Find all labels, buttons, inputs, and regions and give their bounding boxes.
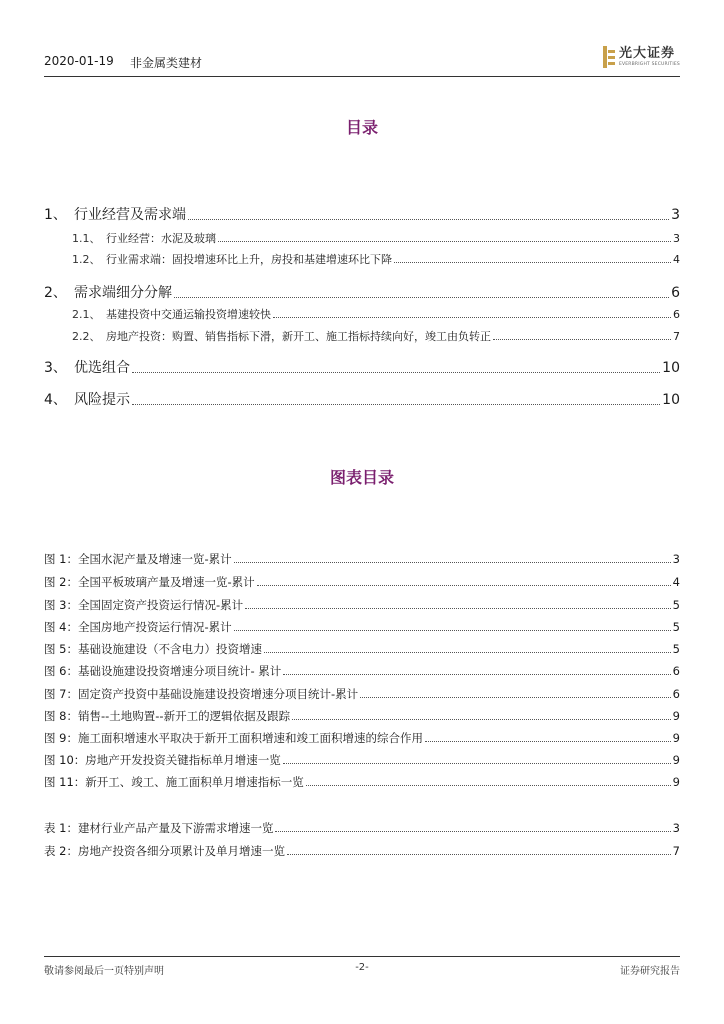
toc-entry-label: 需求端细分分解	[74, 285, 172, 301]
figure-entry-page: 6	[672, 664, 680, 678]
figure-entry-label: 图 6：基础设施建设投资增速分项目统计- 累计	[44, 664, 282, 678]
report-date: 2020-01-19	[44, 54, 114, 68]
figure-entry[interactable]	[44, 574, 680, 590]
logo-text-cn: 光大证券	[618, 46, 675, 61]
toc-entry-page: 10	[662, 392, 680, 408]
dot-leader	[273, 317, 671, 318]
toc-entry-number: 1、	[44, 207, 67, 223]
table-entry-page: 3	[672, 821, 680, 835]
toc-entry-page: 6	[673, 308, 680, 321]
table-entry-page: 7	[672, 844, 680, 858]
toc-entry[interactable]	[44, 328, 680, 344]
figure-entry-label: 图 11：新开工、竣工、施工面积单月增速指标一览	[44, 775, 304, 789]
dot-leader	[283, 674, 670, 675]
dot-leader	[292, 719, 671, 720]
figure-entry[interactable]	[44, 551, 680, 567]
dot-leader	[188, 219, 669, 220]
toc-entry-page: 3	[671, 207, 680, 223]
figure-entry[interactable]	[44, 597, 680, 613]
figure-entry-page: 9	[672, 775, 680, 789]
header-divider	[44, 76, 680, 77]
figure-entry-label: 图 7：固定资产投资中基础设施建设投资增速分项目统计-累计	[44, 687, 359, 701]
toc-entry-page: 10	[662, 360, 680, 376]
toc-entry-label: 优选组合	[74, 360, 130, 376]
toc-entry-label: 行业经营及需求端	[74, 207, 186, 223]
dot-leader	[275, 831, 670, 832]
toc-entry-number: 1.1、	[72, 232, 101, 245]
figure-entry-label: 图 9：施工面积增速水平取决于新开工面积增速和竣工面积增速的综合作用	[44, 731, 423, 745]
figure-entry-page: 4	[672, 575, 680, 589]
figure-entry-label: 图 4：全国房地产投资运行情况-累计	[44, 620, 232, 634]
toc-entry-page: 6	[671, 285, 680, 301]
figure-entry-page: 5	[672, 598, 680, 612]
figure-entry-page: 9	[672, 753, 680, 767]
dot-leader	[234, 630, 671, 631]
figure-entry[interactable]	[44, 752, 680, 768]
dot-leader	[283, 763, 671, 764]
dot-leader	[245, 608, 671, 609]
figure-entry-label: 图 3：全国固定资产投资运行情况-累计	[44, 598, 244, 612]
toc-entry[interactable]	[44, 306, 680, 322]
logo-icon	[603, 46, 615, 68]
toc-entry-label: 房地产投资：购置、销售指标下滑，新开工、施工指标持续向好，竣工由负转正	[106, 330, 491, 343]
toc-entry-page: 3	[673, 232, 680, 245]
toc-entry-label: 风险提示	[74, 392, 130, 408]
figure-entry[interactable]	[44, 663, 680, 679]
logo-text-en: EVERBRIGHT SECURITIES	[618, 62, 680, 67]
toc-entry[interactable]	[44, 251, 680, 267]
dot-leader	[234, 562, 671, 563]
figure-entry-label: 图 1：全国水泥产量及增速一览-累计	[44, 552, 232, 566]
toc-entry-number: 2.1、	[72, 308, 101, 321]
dot-leader	[174, 297, 669, 298]
dot-leader	[257, 585, 671, 586]
footer-divider	[44, 956, 680, 957]
toc-entry-number: 2、	[44, 285, 67, 301]
dot-leader	[218, 241, 671, 242]
toc-entry[interactable]	[44, 389, 680, 409]
figure-entry-page: 5	[672, 620, 680, 634]
toc-entry-number: 3、	[44, 360, 67, 376]
toc-title: 目录	[345, 118, 378, 137]
toc-entry-label: 基建投资中交通运输投资增速较快	[106, 308, 271, 321]
toc-entry[interactable]	[44, 230, 680, 246]
figure-entry-page: 3	[672, 552, 680, 566]
figure-entry-label: 图 5：基础设施建设（不含电力）投资增速	[44, 642, 262, 656]
figure-entry-page: 6	[672, 687, 680, 701]
toc-entry-page: 7	[673, 330, 680, 343]
toc-entry-number: 1.2、	[72, 253, 101, 266]
toc-entry[interactable]	[44, 357, 680, 377]
table-entry-label: 表 2：房地产投资各细分项累计及单月增速一览	[44, 844, 285, 858]
toc-entry-number: 2.2、	[72, 330, 101, 343]
toc-entry-label: 行业经营：水泥及玻璃	[106, 232, 216, 245]
figure-entry-page: 9	[672, 731, 680, 745]
figure-entry-page: 5	[672, 642, 680, 656]
toc-entry[interactable]	[44, 282, 680, 302]
dot-leader	[132, 404, 660, 405]
table-entry[interactable]	[44, 843, 680, 859]
dot-leader	[425, 741, 671, 742]
figure-entry[interactable]	[44, 774, 680, 790]
table-entry-label: 表 1：建材行业产品产量及下游需求增速一览	[44, 821, 274, 835]
company-logo	[603, 46, 680, 68]
figure-list-title: 图表目录	[329, 468, 394, 487]
dot-leader	[264, 652, 671, 653]
figure-entry-label: 图 10：房地产开发投资关键指标单月增速一览	[44, 753, 281, 767]
report-type: 证券研究报告	[620, 966, 680, 977]
figure-entry-label: 图 8：销售--土地购置--新开工的逻辑依据及跟踪	[44, 709, 291, 723]
table-entry[interactable]	[44, 820, 680, 836]
figure-entry[interactable]	[44, 730, 680, 746]
dot-leader	[132, 372, 660, 373]
toc-entry-number: 4、	[44, 392, 67, 408]
figure-entry-page: 9	[672, 709, 680, 723]
toc-entry[interactable]	[44, 204, 680, 224]
dot-leader	[287, 854, 671, 855]
dot-leader	[493, 339, 671, 340]
figure-entry[interactable]	[44, 619, 680, 635]
dot-leader	[394, 262, 671, 263]
dot-leader	[306, 785, 671, 786]
report-category: 非金属类建材	[130, 56, 203, 70]
toc-entry-label: 行业需求端：固投增速环比上升，房投和基建增速环比下降	[106, 253, 392, 266]
toc-entry-page: 4	[673, 253, 680, 266]
figure-entry[interactable]	[44, 641, 680, 657]
dot-leader	[360, 697, 671, 698]
figure-entry[interactable]	[44, 708, 680, 724]
figure-entry-label: 图 2：全国平板玻璃产量及增速一览-累计	[44, 575, 255, 589]
page-number: -2-	[355, 962, 369, 973]
disclaimer-note: 敬请参阅最后一页特别声明	[44, 966, 164, 977]
figure-entry[interactable]	[44, 686, 680, 702]
page-header	[44, 46, 680, 74]
